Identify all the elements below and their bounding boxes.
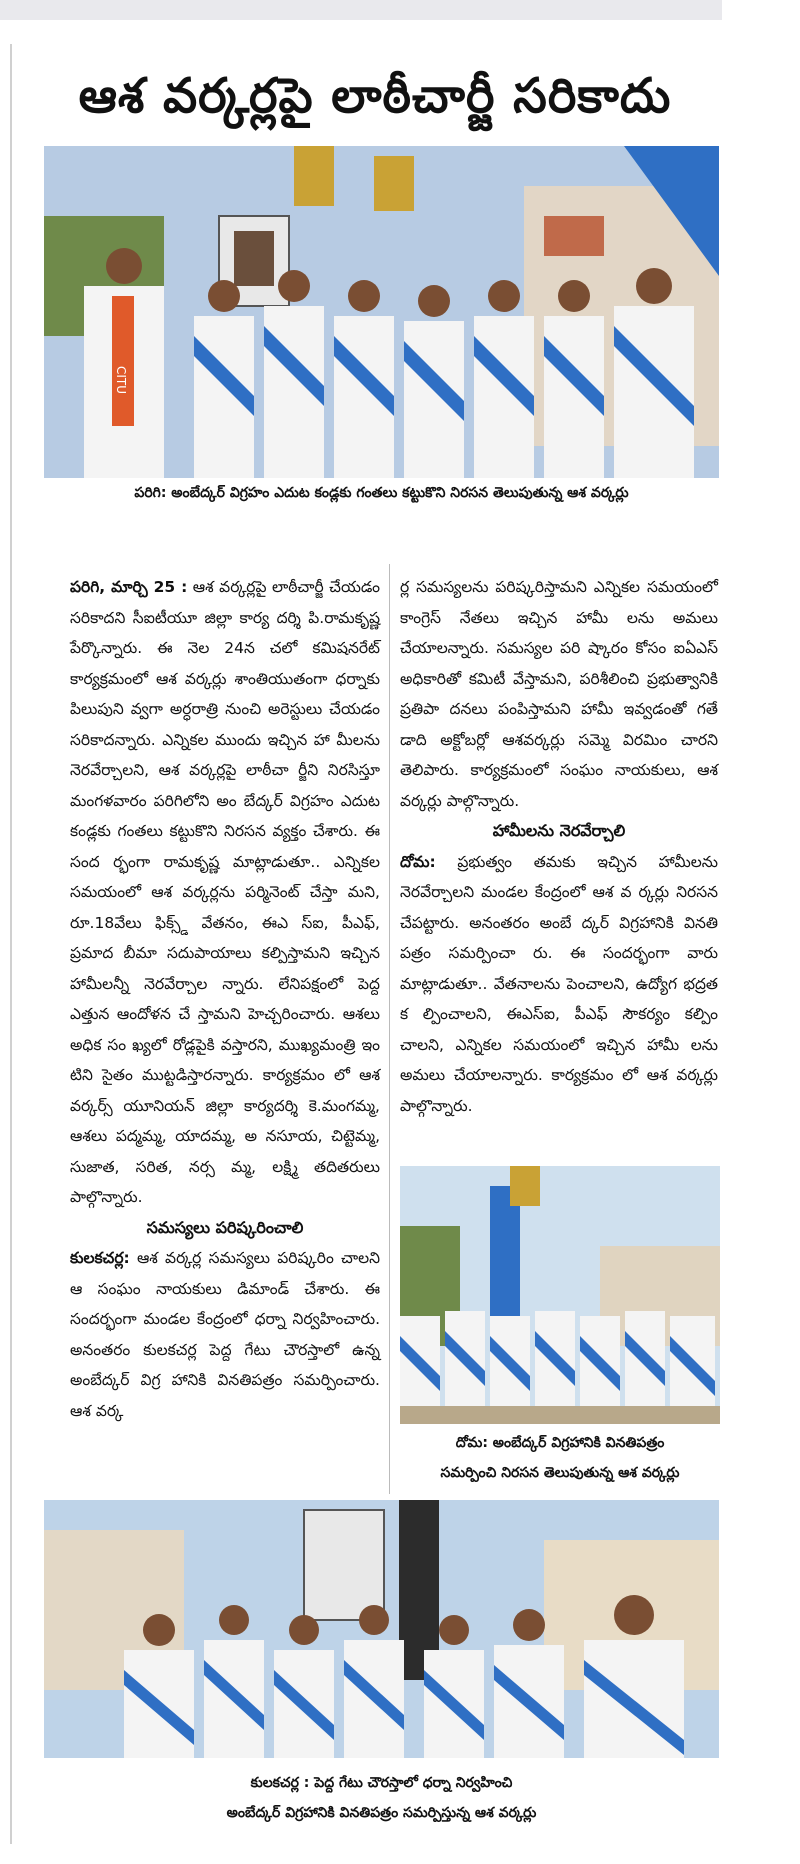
left-column [70,572,380,1426]
column-rule [389,564,390,1494]
photo2-caption [400,1428,720,1488]
dateline-kulakacharla: కులకచర్ల: [70,1249,130,1267]
right-paragraph-1: ర్ల సమస్యలను పరిష్కరిస్తామని ఎన్నికల సమయంలో కాంగ్రెస్ నేతలు ఇచ్చిన హామీ లను అమలు చేయాలన్నారు. సమస్యల పరి ష్కారం కోసం ఐఏఎస్ అధికారితో కమిటీ వేస్తామని, పరిశీలించి ప్రభుత్వానికి ప్రతిపా దనలు పంపిస్తామని హామీ ఇవ్వడంతో గతే డాది అక్టోబర్లో ఆశవర్కర్లు సమ్మె విరమిం చారని తెలిపారు. కార్యక్రమంలో సంఘం నాయకులు, ఆశ వర్కర్లు పాల్గొన్నారు. [400,578,718,810]
left-body-1: ఆశ వర్కర్లపై లాఠీచార్జీ చేయడం సరికాదని సీఐటీయూ జిల్లా కార్య దర్శి పి.రామకృష్ణ పేర్కొన్నారు. ఈ నెల 24న చలో కమిషనరేట్ కార్యక్రమంలో ఆశ వర్కర్లు శాంతియుతంగా ధర్నాకు పిలుపుని వ్వగా అర్ధరాత్రి నుంచి అరెస్టులు చేయడం సరికాదన్నారు. ఎన్నికల ముందు ఇచ్చిన హా మీలను నెరవేర్చాలని, ఆశ వర్కర్లపై లాఠీచా ర్జీని నిరసిస్తూ మంగళవారం పరిగిలోని అం బేద్కర్ విగ్రహం ఎదుట కండ్లకు గంతలు కట్టుకొని నిరసన వ్యక్తం చేశారు. ఈ సంద ర్భంగా రామకృష్ణ మాట్లాడుతూ.. ఎన్నికల సమయంలో ఆశ వర్కర్లను పర్మినెంట్ చేస్తా మని, రూ.18వేలు ఫిక్స్డ్ వేతనం, ఈఎ స్ఐ, పీఎఫ్, ప్రమాద బీమా సదుపాయాలు కల్పిస్తామని ఇచ్చిన హామీలన్నీ నెరవేర్చాల న్నారు. లేనిపక్షంలో పెద్ద ఎత్తున ఆందోళన చే స్తామని హెచ్చరించారు. ఆశలు అధిక సం ఖ్యలో రోడ్లపైకి వస్తారని, ముఖ్యమంత్రి ఇం టిని సైతం ముట్టడిస్తారన్నారు. కార్యక్రమం లో ఆశ వర్కర్స్ యూనియన్ జిల్లా కార్యదర్శి కె.మంగమ్మ, ఆశలు పద్మమ్మ, యాదమ్మ, అ నసూయ, చిట్టెమ్మ, సుజాత, సరిత, నర్స మ్మ, లక్ష్మి తదితరులు పాల్గొన్నారు. [70,578,380,1206]
photo-parigi-protest [44,146,719,478]
photo3-caption-line1: కులకచర్ల : పెద్ద గేటు చౌరస్తాలో ధర్నా నిర్వహించి [250,1775,513,1791]
right-column [400,572,718,1121]
photo1-caption: పరిగి: అంబేద్కర్ విగ్రహం ఎదుట కండ్లకు గంతలు కట్టుకొని నిరసన తెలుపుతున్న ఆశ వర్కర్లు [134,485,629,501]
dateline-doma: దోమ: [400,852,436,871]
right-paragraph-2 [400,847,718,1122]
photo-kulakacharla-protest [44,1500,719,1758]
top-strip [0,0,722,20]
banner-text: CITU [114,366,128,395]
photo3-caption-line2: అంబేద్కర్ విగ్రహానికి వినతిపత్రం సమర్పిస్తున్న ఆశ వర్కర్లు [226,1805,537,1821]
photo-doma-protest [400,1166,720,1424]
subhead-hameelanu: హామీలను నెరవేర్చాలి [492,821,626,840]
photo3-caption [44,1768,719,1828]
left-body-2: ఆశ వర్కర్ల సమస్యలు పరిష్కరిం చాలని ఆ సంఘం నాయకులు డిమాండ్ చేశారు. ఈ సందర్భంగా మండల కేంద్రంలో ధర్నా నిర్వహించారు. అనంతరం కులకచర్ల పెద్ద గేటు చౌరస్తాలో ఉన్న అంబేద్కర్ విగ్ర హానికి వినతిపత్రం సమర్పించారు. ఆశ వర్క [70,1249,380,1420]
left-paragraph-2 [70,1243,380,1426]
dateline-parigi: పరిగి, మార్చి 25 : [70,578,188,596]
subhead-samasyalu: సమస్యలు పరిష్కరించాలి [146,1217,304,1237]
left-paragraph-1 [70,572,380,1213]
photo2-caption-line1: దోమ: అంబేద్కర్ విగ్రహానికి వినతిపత్రం [455,1435,665,1451]
headline: ఆశ వర్కర్లపై లాఠీచార్జీ సరికాదు [78,68,672,124]
right-body-2: ప్రభుత్వం తమకు ఇచ్చిన హామీలను నెరవేర్చాలని మండల కేంద్రంలో ఆశ వ ర్కర్లు నిరసన చేపట్టారు. అనంతరం అంబే ద్కర్ విగ్రహానికి వినతి పత్రం సమర్పించా రు. ఈ సందర్భంగా వారు మాట్లాడుతూ.. వేతనాలను పెంచాలని, ఉద్యోగ భద్రత క ల్పించాలని, ఈఎస్ఐ, పీఎఫ్ సౌకర్యం కల్పిం చాలని, ఎన్నికల సమయంలో ఇచ్చిన హామీ లను అమలు చేయాలన్నారు. కార్యక్రమం లో ఆశ వర్కర్లు పాల్గొన్నారు. [400,852,718,1115]
photo2-caption-line2: సమర్పించి నిరసన తెలుపుతున్న ఆశ వర్కర్లు [440,1465,680,1481]
left-rule [10,44,12,1844]
